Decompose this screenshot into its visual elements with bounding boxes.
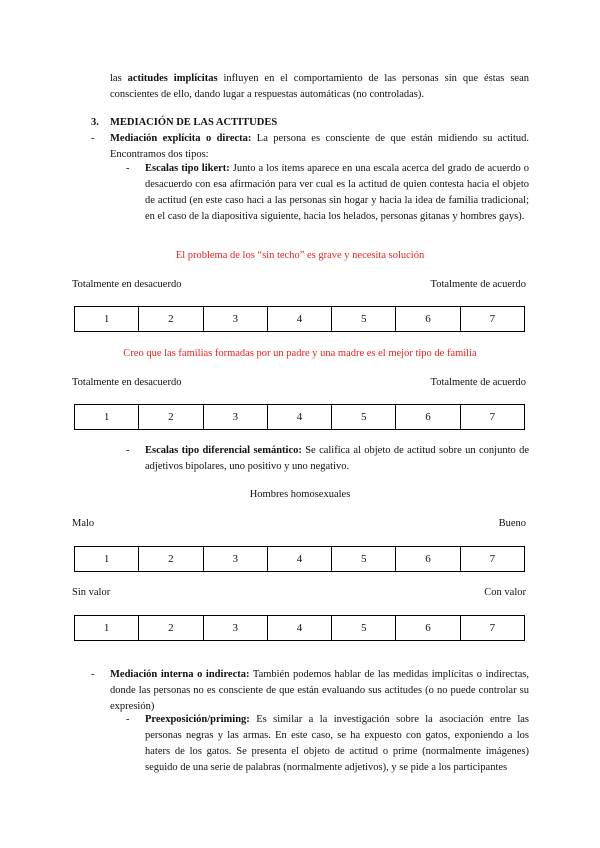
scale-option[interactable]: 1 bbox=[75, 405, 139, 430]
scale-option[interactable]: 2 bbox=[139, 547, 203, 572]
pair-2-left-label: Sin valor bbox=[72, 587, 111, 598]
scale-option[interactable]: 3 bbox=[203, 547, 267, 572]
priming-paragraph: - Preexposición/priming: Es similar a la investigación sobre la asociación entre las personas negras y las armas. En este caso, se ha expuesto con gatos, exponiendo a los haters de los gatos. Se presenta el objeto de actitud o prime (normalmente imágenes) seguido de una serie de palabras (normalmente adjetivos), y se pide a los participantes bbox=[126, 714, 529, 773]
scale-option[interactable]: 1 bbox=[75, 307, 139, 332]
bullet-dash: - bbox=[126, 163, 130, 174]
section-title: MEDIACIÓN DE LAS ACTITUDES bbox=[110, 117, 278, 128]
scale-option[interactable]: 7 bbox=[460, 616, 524, 641]
scale-option[interactable]: 6 bbox=[396, 307, 460, 332]
scale-option[interactable]: 5 bbox=[332, 307, 396, 332]
scale-option[interactable]: 6 bbox=[396, 405, 460, 430]
scale-option[interactable]: 1 bbox=[75, 547, 139, 572]
scale-option[interactable]: 4 bbox=[267, 616, 331, 641]
likert-statement-1: El problema de los “sin techo” es grave y necesita solución bbox=[175, 250, 425, 261]
scale-option[interactable]: 3 bbox=[203, 307, 267, 332]
scale-option[interactable]: 4 bbox=[267, 307, 331, 332]
scale-option[interactable]: 2 bbox=[139, 616, 203, 641]
pair-1-right-label: Bueno bbox=[498, 518, 526, 529]
semantic-scale-1 bbox=[74, 546, 525, 572]
bullet-dash: - bbox=[91, 133, 95, 144]
scale-option[interactable]: 7 bbox=[460, 307, 524, 332]
scale-option[interactable]: 2 bbox=[139, 405, 203, 430]
likert-paragraph: - Escalas tipo likert: Junto a los ítems aparece en una escala acerca del grado de acuerdo o desacuerdo con esa afirmación para ver cual es la actitud de quien contesta hacia el objeto de actitud (en este caso haci a las personas sin hogar y hacia la idea de familia tradicional; en el caso de la diapositiva siguiente, hacia los helados, personas gitanas y hombres gays). bbox=[126, 163, 529, 222]
scale-option[interactable]: 4 bbox=[267, 547, 331, 572]
scale-option[interactable]: 3 bbox=[203, 616, 267, 641]
scale-option[interactable]: 5 bbox=[332, 616, 396, 641]
scale-option[interactable]: 6 bbox=[396, 547, 460, 572]
semantic-object-title: Hombres homosexuales bbox=[249, 489, 351, 500]
scale-option[interactable]: 4 bbox=[267, 405, 331, 430]
pair-1-left-label: Malo bbox=[72, 518, 95, 529]
scale-2-right-label: Totalmente de acuerdo bbox=[430, 377, 526, 388]
likert-scale-2 bbox=[74, 404, 525, 430]
semantic-differential-paragraph: - Escalas tipo diferencial semántico: Se califica al objeto de actitud sobre un conjunto de adjetivos bipolares, uno positivo y uno negativo. bbox=[126, 445, 529, 472]
scale-option[interactable]: 7 bbox=[460, 405, 524, 430]
semantic-scale-2 bbox=[74, 615, 525, 641]
pair-2-right-label: Con valor bbox=[484, 587, 526, 598]
intro-paragraph: las actitudes implícitas influyen en el comportamiento de las personas sin que éstas sean conscientes de ello, dando lugar a respuestas automáticas (no controladas). bbox=[110, 73, 529, 100]
bullet-dash: - bbox=[91, 669, 95, 680]
scale-option[interactable]: 6 bbox=[396, 616, 460, 641]
internal-mediation-paragraph: - Mediación interna o indirecta: También podemos hablar de las medidas implícitas o indirectas, donde las personas no es consciente de que están evaluando sus actitudes (o no puede controlar su expresión) bbox=[91, 669, 529, 712]
section-heading bbox=[91, 115, 277, 131]
intro-bold-term: actitudes implícitas bbox=[127, 73, 218, 84]
scale-1-right-label: Totalmente de acuerdo bbox=[430, 279, 526, 290]
bullet-dash: - bbox=[126, 714, 130, 725]
section-number: 3. bbox=[91, 117, 99, 128]
scale-option[interactable]: 1 bbox=[75, 616, 139, 641]
scale-option[interactable]: 5 bbox=[332, 547, 396, 572]
scale-2-left-label: Totalmente en desacuerdo bbox=[72, 377, 182, 388]
explicit-mediation-paragraph: - Mediación explícita o directa: La persona es consciente de que están midiendo su actitud. Encontramos dos tipos: bbox=[91, 133, 529, 160]
bullet-dash: - bbox=[126, 445, 130, 456]
scale-option[interactable]: 7 bbox=[460, 547, 524, 572]
scale-option[interactable]: 3 bbox=[203, 405, 267, 430]
scale-1-left-label: Totalmente en desacuerdo bbox=[72, 279, 182, 290]
scale-option[interactable]: 5 bbox=[332, 405, 396, 430]
likert-statement-2: Creo que las familias formadas por un padre y una madre es el mejor tipo de familia bbox=[123, 348, 477, 359]
likert-scale-1 bbox=[74, 306, 525, 332]
scale-option[interactable]: 2 bbox=[139, 307, 203, 332]
